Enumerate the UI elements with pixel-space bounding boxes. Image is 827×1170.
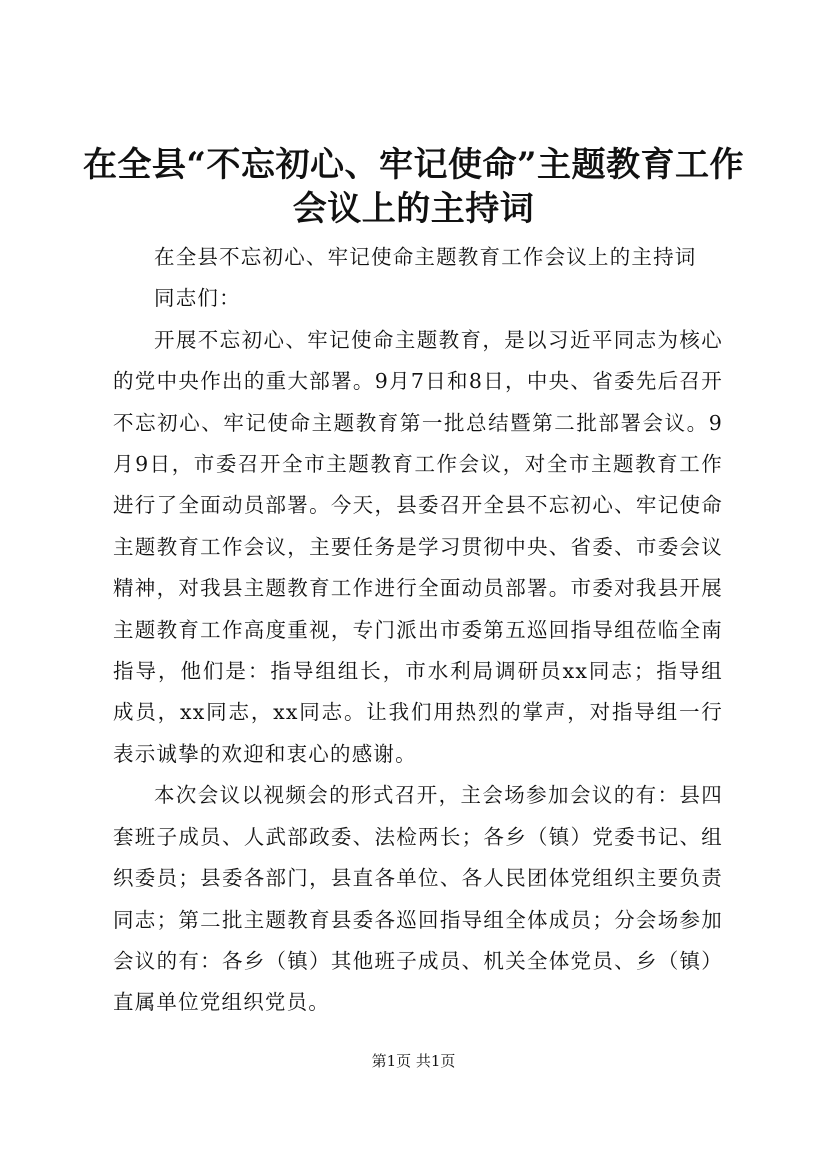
title-line-2: 会议上的主持词 [292,189,535,229]
body-paragraph: 开展不忘初心、牢记使命主题教育，是以习近平同志为核心的党中央作出的重大部署。9月7日和8日，中央、省委先后召开不忘初心、牢记使命主题教育第一批总结暨第二批部署会议。9月9日，市委召开全市主题教育工作会议，对全市主题教育工作进行了全面动员部署。今天，县委召开全县不忘初心、牢记使命主题教育工作会议，主要任务是学习贯彻中央、省委、市委会议精神，对我县主题教育工作进行全面动员部署。市委对我县开展主题教育工作高度重视，专门派出市委第五巡回指导组莅临全南指导，他们是：指导组组长，市水利局调研员xx同志；指导组成员，xx同志，xx同志。让我们用热烈的掌声，对指导组一行表示诚挚的欢迎和衷心的感谢。 [113,327,723,766]
body-paragraph: 本次会议以视频会的形式召开，主会场参加会议的有：县四套班子成员、人武部政委、法检两长；各乡（镇）党委书记、组织委员；县委各部门，县直各单位、各人民团体党组织主要负责同志；第二批主题教育县委各巡回指导组全体成员；分会场参加会议的有：各乡（镇）其他班子成员、机关全体党员、乡（镇）直属单位党组织党员。 [113,783,723,1015]
page-footer: 第1页 共1页 [371,1052,456,1070]
document-title [80,143,747,231]
title-line-1: 在全县“不忘初心、牢记使命”主题教育工作 [82,145,745,185]
document-body [113,237,723,1024]
subtitle-paragraph: 在全县不忘初心、牢记使命主题教育工作会议上的主持词 [154,245,697,269]
salutation-paragraph: 同志们： [154,286,241,311]
